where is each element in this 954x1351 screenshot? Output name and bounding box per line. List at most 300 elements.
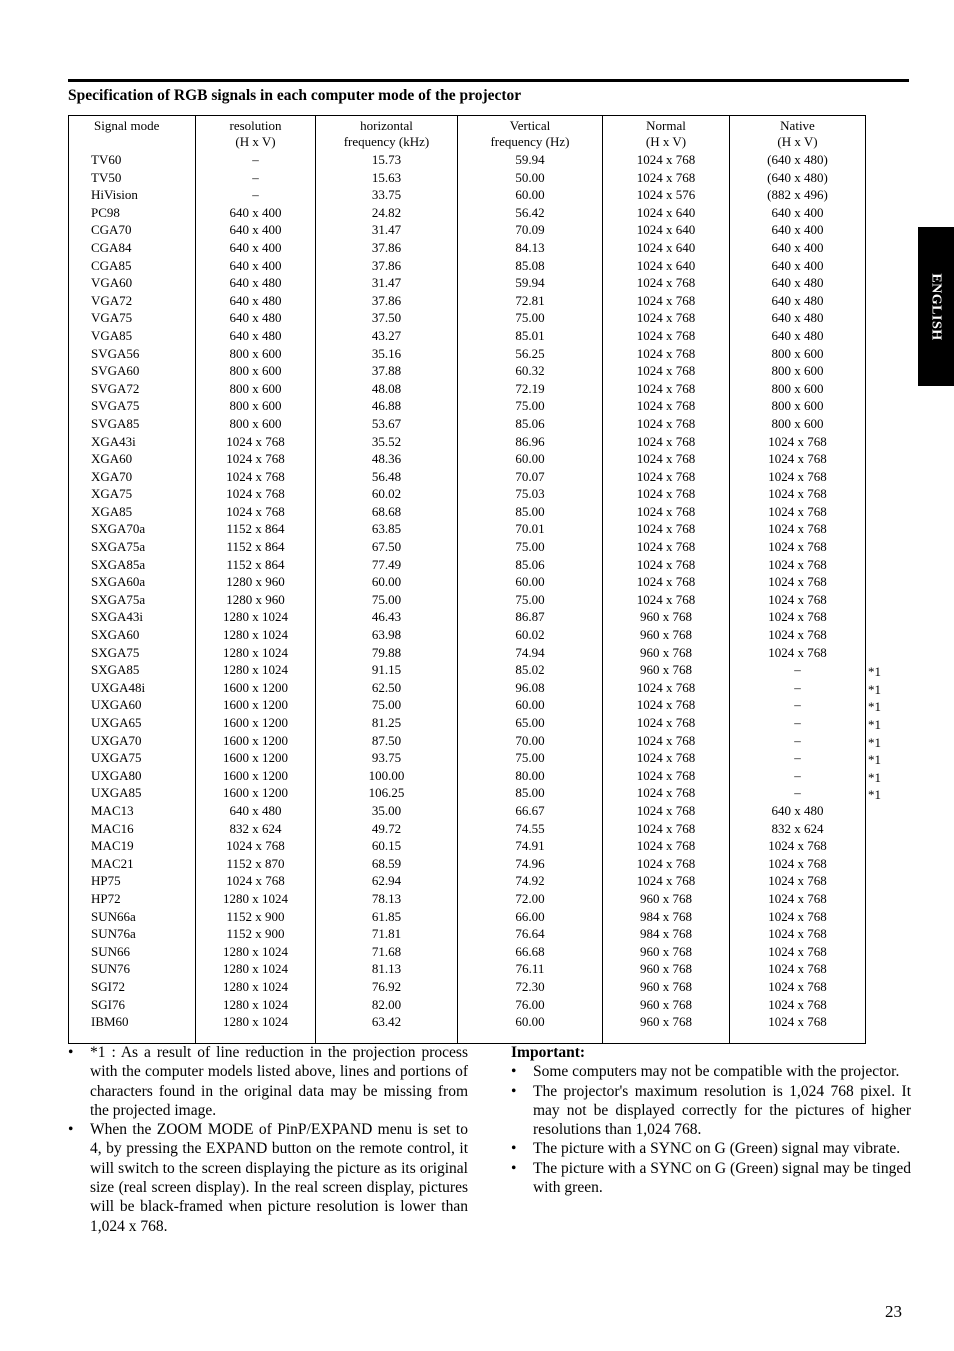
cell-horizontal-frequency: 60.02	[316, 485, 458, 503]
cell-signal-mode: SXGA75a	[69, 538, 196, 556]
cell-vertical-frequency: 56.25	[458, 345, 603, 363]
note-item: • *1 : As a result of line reduction in the projection process with the computer models listed above, lines and portions of characters found in the original data may be missing from the projected image.	[68, 1044, 468, 1119]
table-row	[69, 556, 866, 574]
cell-horizontal-frequency: 37.86	[316, 239, 458, 257]
cell-normal: 960 x 768	[603, 626, 730, 644]
table-row	[69, 221, 866, 239]
cell-resolution: 1600 x 1200	[196, 679, 316, 697]
cell-normal: 1024 x 768	[603, 415, 730, 433]
cell-resolution: 1024 x 768	[196, 485, 316, 503]
cell-vertical-frequency: 70.07	[458, 468, 603, 486]
cell-vertical-frequency: 72.30	[458, 978, 603, 996]
table-row	[69, 608, 866, 626]
rgb-signal-spec-table	[68, 115, 881, 1044]
cell-horizontal-frequency: 37.86	[316, 257, 458, 275]
cell-horizontal-frequency: 31.47	[316, 221, 458, 239]
cell-horizontal-frequency: 63.98	[316, 626, 458, 644]
footnote-mark: *1	[868, 752, 881, 768]
table-row	[69, 925, 866, 943]
table-row	[69, 908, 866, 926]
cell-horizontal-frequency: 61.85	[316, 908, 458, 926]
cell-normal: 1024 x 768	[603, 556, 730, 574]
cell-normal: 960 x 768	[603, 608, 730, 626]
important-column	[511, 1043, 911, 1197]
cell-signal-mode: MAC13	[69, 802, 196, 820]
cell-vertical-frequency: 74.55	[458, 820, 603, 838]
important-list	[511, 1062, 911, 1197]
table-row	[69, 415, 866, 433]
cell-native: 640 x 400	[730, 204, 866, 222]
cell-normal: 1024 x 768	[603, 151, 730, 169]
cell-resolution: 640 x 480	[196, 802, 316, 820]
table-row	[69, 397, 866, 415]
cell-resolution: –	[196, 169, 316, 187]
cell-vertical-frequency: 96.08	[458, 679, 603, 697]
page-number: 23	[885, 1302, 902, 1321]
cell-normal: 1024 x 768	[603, 696, 730, 714]
header-vertical-frequency: Vertical frequency (Hz)	[458, 116, 603, 152]
cell-vertical-frequency: 60.02	[458, 626, 603, 644]
cell-resolution: 1600 x 1200	[196, 784, 316, 802]
cell-normal: 1024 x 768	[603, 503, 730, 521]
cell-normal: 1024 x 768	[603, 749, 730, 767]
cell-native: 1024 x 768	[730, 626, 866, 644]
page-title: Specification of RGB signals in each computer mode of the projector	[68, 87, 522, 104]
cell-native: – *1	[730, 767, 866, 785]
cell-normal: 1024 x 768	[603, 433, 730, 451]
cell-resolution: 800 x 600	[196, 362, 316, 380]
table-row	[69, 784, 866, 802]
cell-normal: 1024 x 768	[603, 380, 730, 398]
cell-native: 800 x 600	[730, 362, 866, 380]
cell-native: 1024 x 768	[730, 520, 866, 538]
cell-horizontal-frequency: 106.25	[316, 784, 458, 802]
cell-normal: 1024 x 768	[603, 732, 730, 750]
cell-resolution: 1600 x 1200	[196, 732, 316, 750]
cell-resolution: 640 x 400	[196, 239, 316, 257]
cell-resolution: 1152 x 864	[196, 520, 316, 538]
table-row	[69, 450, 866, 468]
table-row	[69, 714, 866, 732]
table-row	[69, 820, 866, 838]
cell-horizontal-frequency: 78.13	[316, 890, 458, 908]
cell-native: – *1	[730, 784, 866, 802]
cell-resolution: 1024 x 768	[196, 837, 316, 855]
bullet-glyph: •	[511, 1063, 517, 1081]
table-header-row	[69, 116, 866, 152]
cell-native: 1024 x 768	[730, 433, 866, 451]
cell-resolution: 1280 x 960	[196, 573, 316, 591]
cell-signal-mode: SXGA60a	[69, 573, 196, 591]
cell-horizontal-frequency: 100.00	[316, 767, 458, 785]
cell-native: 1024 x 768	[730, 450, 866, 468]
cell-vertical-frequency: 86.87	[458, 608, 603, 626]
cell-vertical-frequency: 85.01	[458, 327, 603, 345]
cell-native: 1024 x 768	[730, 556, 866, 574]
cell-horizontal-frequency: 93.75	[316, 749, 458, 767]
table-row	[69, 503, 866, 521]
cell-horizontal-frequency: 71.81	[316, 925, 458, 943]
cell-signal-mode: PC98	[69, 204, 196, 222]
cell-vertical-frequency: 60.00	[458, 1013, 603, 1043]
table-row	[69, 890, 866, 908]
cell-signal-mode: HP75	[69, 872, 196, 890]
cell-signal-mode: UXGA75	[69, 749, 196, 767]
table-body	[69, 151, 881, 1043]
cell-vertical-frequency: 85.00	[458, 784, 603, 802]
footnote-mark: *1	[868, 681, 881, 697]
cell-signal-mode: CGA84	[69, 239, 196, 257]
cell-horizontal-frequency: 33.75	[316, 186, 458, 204]
cell-native: 800 x 600	[730, 415, 866, 433]
cell-vertical-frequency: 66.67	[458, 802, 603, 820]
cell-horizontal-frequency: 46.88	[316, 397, 458, 415]
cell-normal: 1024 x 768	[603, 345, 730, 363]
header-resolution: resolution (H x V)	[196, 116, 316, 152]
cell-resolution: 1280 x 1024	[196, 626, 316, 644]
table-row	[69, 996, 866, 1014]
cell-resolution: 800 x 600	[196, 345, 316, 363]
cell-horizontal-frequency: 49.72	[316, 820, 458, 838]
cell-signal-mode: CGA85	[69, 257, 196, 275]
cell-horizontal-frequency: 76.92	[316, 978, 458, 996]
cell-signal-mode: UXGA48i	[69, 679, 196, 697]
table-row	[69, 468, 866, 486]
table-row	[69, 309, 866, 327]
cell-vertical-frequency: 80.00	[458, 767, 603, 785]
cell-native: 1024 x 768	[730, 908, 866, 926]
cell-normal: 1024 x 768	[603, 679, 730, 697]
cell-native: 1024 x 768	[730, 855, 866, 873]
table-row	[69, 591, 866, 609]
cell-vertical-frequency: 70.01	[458, 520, 603, 538]
important-item: • Some computers may not be compatible with the projector.	[511, 1063, 900, 1081]
cell-native: – *1	[730, 749, 866, 767]
cell-signal-mode: XGA43i	[69, 433, 196, 451]
cell-normal: 1024 x 768	[603, 784, 730, 802]
cell-horizontal-frequency: 35.16	[316, 345, 458, 363]
cell-normal: 1024 x 768	[603, 485, 730, 503]
cell-resolution: 640 x 400	[196, 204, 316, 222]
cell-signal-mode: VGA60	[69, 274, 196, 292]
cell-vertical-frequency: 75.00	[458, 591, 603, 609]
cell-horizontal-frequency: 37.88	[316, 362, 458, 380]
cell-signal-mode: SVGA56	[69, 345, 196, 363]
footnote-mark: *1	[868, 769, 881, 785]
cell-horizontal-frequency: 63.85	[316, 520, 458, 538]
table-row	[69, 520, 866, 538]
cell-signal-mode: SUN66	[69, 943, 196, 961]
cell-vertical-frequency: 70.00	[458, 732, 603, 750]
cell-native: (882 x 496)	[730, 186, 866, 204]
cell-horizontal-frequency: 48.36	[316, 450, 458, 468]
cell-resolution: 640 x 480	[196, 292, 316, 310]
cell-vertical-frequency: 84.13	[458, 239, 603, 257]
cell-native: 640 x 480	[730, 327, 866, 345]
cell-signal-mode: XGA70	[69, 468, 196, 486]
table-row	[69, 345, 866, 363]
notes-column	[68, 1043, 468, 1236]
table-row	[69, 573, 866, 591]
cell-resolution: –	[196, 186, 316, 204]
cell-horizontal-frequency: 35.00	[316, 802, 458, 820]
cell-native: 1024 x 768	[730, 925, 866, 943]
table-row	[69, 943, 866, 961]
table-row	[69, 679, 866, 697]
cell-horizontal-frequency: 53.67	[316, 415, 458, 433]
cell-resolution: 1280 x 1024	[196, 890, 316, 908]
cell-resolution: 1600 x 1200	[196, 767, 316, 785]
cell-signal-mode: TV50	[69, 169, 196, 187]
cell-normal: 1024 x 768	[603, 855, 730, 873]
cell-native: 1024 x 768	[730, 644, 866, 662]
cell-normal: 960 x 768	[603, 943, 730, 961]
cell-resolution: 1280 x 960	[196, 591, 316, 609]
cell-horizontal-frequency: 31.47	[316, 274, 458, 292]
cell-native: 832 x 624	[730, 820, 866, 838]
cell-vertical-frequency: 60.00	[458, 450, 603, 468]
cell-normal: 960 x 768	[603, 978, 730, 996]
cell-signal-mode: UXGA70	[69, 732, 196, 750]
cell-resolution: 1280 x 1024	[196, 1013, 316, 1043]
cell-native: – *1	[730, 714, 866, 732]
cell-horizontal-frequency: 71.68	[316, 943, 458, 961]
cell-native: 1024 x 768	[730, 573, 866, 591]
cell-native: 640 x 400	[730, 257, 866, 275]
cell-horizontal-frequency: 46.43	[316, 608, 458, 626]
cell-resolution: –	[196, 151, 316, 169]
cell-horizontal-frequency: 82.00	[316, 996, 458, 1014]
table-row	[69, 362, 866, 380]
note-item: • When the ZOOM MODE of PinP/EXPAND menu is set to 4, by pressing the EXPAND button on the remote control, it will switch to the screen displaying the picture as its original size (real screen display). In the real screen display, pictures will be black-framed when picture resolution is lower than 1,024 x 768.	[68, 1121, 468, 1235]
cell-vertical-frequency: 76.11	[458, 960, 603, 978]
cell-normal: 1024 x 768	[603, 820, 730, 838]
cell-vertical-frequency: 86.96	[458, 433, 603, 451]
cell-normal: 1024 x 768	[603, 397, 730, 415]
top-rule	[68, 79, 909, 82]
cell-signal-mode: SUN76	[69, 960, 196, 978]
cell-normal: 1024 x 768	[603, 468, 730, 486]
cell-normal: 1024 x 768	[603, 450, 730, 468]
table-row	[69, 380, 866, 398]
cell-signal-mode: HP72	[69, 890, 196, 908]
cell-normal: 1024 x 768	[603, 767, 730, 785]
cell-vertical-frequency: 59.94	[458, 274, 603, 292]
cell-vertical-frequency: 85.06	[458, 415, 603, 433]
cell-signal-mode: VGA85	[69, 327, 196, 345]
cell-vertical-frequency: 50.00	[458, 169, 603, 187]
important-heading: Important:	[511, 1044, 586, 1061]
cell-native: 640 x 480	[730, 802, 866, 820]
cell-horizontal-frequency: 67.50	[316, 538, 458, 556]
cell-native: 1024 x 768	[730, 943, 866, 961]
cell-resolution: 1280 x 1024	[196, 943, 316, 961]
cell-normal: 1024 x 640	[603, 221, 730, 239]
header-native: Native (H x V)	[730, 116, 866, 152]
cell-horizontal-frequency: 37.86	[316, 292, 458, 310]
table-row	[69, 239, 866, 257]
cell-native: – *1	[730, 732, 866, 750]
cell-resolution: 1024 x 768	[196, 872, 316, 890]
cell-horizontal-frequency: 79.88	[316, 644, 458, 662]
cell-native: 640 x 400	[730, 221, 866, 239]
header-horizontal-frequency: horizontal frequency (kHz)	[316, 116, 458, 152]
cell-vertical-frequency: 56.42	[458, 204, 603, 222]
cell-signal-mode: SVGA60	[69, 362, 196, 380]
bullet-glyph: •	[511, 1140, 517, 1158]
cell-normal: 1024 x 768	[603, 591, 730, 609]
cell-signal-mode: XGA85	[69, 503, 196, 521]
cell-normal: 1024 x 768	[603, 837, 730, 855]
table-row	[69, 837, 866, 855]
cell-signal-mode: TV60	[69, 151, 196, 169]
cell-signal-mode: SXGA75	[69, 644, 196, 662]
cell-resolution: 640 x 480	[196, 327, 316, 345]
cell-normal: 1024 x 768	[603, 274, 730, 292]
cell-native: 1024 x 768	[730, 591, 866, 609]
cell-vertical-frequency: 65.00	[458, 714, 603, 732]
cell-horizontal-frequency: 91.15	[316, 661, 458, 679]
cell-normal: 984 x 768	[603, 908, 730, 926]
table-row	[69, 802, 866, 820]
table-row	[69, 749, 866, 767]
cell-resolution: 1280 x 1024	[196, 661, 316, 679]
table-row	[69, 257, 866, 275]
cell-normal: 1024 x 576	[603, 186, 730, 204]
cell-horizontal-frequency: 43.27	[316, 327, 458, 345]
cell-signal-mode: SXGA43i	[69, 608, 196, 626]
cell-horizontal-frequency: 62.94	[316, 872, 458, 890]
cell-vertical-frequency: 85.08	[458, 257, 603, 275]
cell-native: 1024 x 768	[730, 872, 866, 890]
bullet-glyph: •	[511, 1159, 517, 1177]
cell-horizontal-frequency: 68.59	[316, 855, 458, 873]
table-row	[69, 1013, 866, 1043]
header-normal: Normal (H x V)	[603, 116, 730, 152]
table-row	[69, 978, 866, 996]
cell-signal-mode: SXGA60	[69, 626, 196, 644]
cell-vertical-frequency: 72.00	[458, 890, 603, 908]
cell-vertical-frequency: 75.03	[458, 485, 603, 503]
cell-vertical-frequency: 60.00	[458, 573, 603, 591]
cell-vertical-frequency: 74.94	[458, 644, 603, 662]
cell-vertical-frequency: 70.09	[458, 221, 603, 239]
cell-native: 1024 x 768	[730, 890, 866, 908]
cell-signal-mode: VGA72	[69, 292, 196, 310]
cell-horizontal-frequency: 35.52	[316, 433, 458, 451]
cell-resolution: 1280 x 1024	[196, 608, 316, 626]
table-row	[69, 960, 866, 978]
cell-horizontal-frequency: 60.15	[316, 837, 458, 855]
cell-signal-mode: SUN76a	[69, 925, 196, 943]
bullet-glyph: •	[511, 1082, 517, 1100]
cell-native: 1024 x 768	[730, 837, 866, 855]
cell-horizontal-frequency: 63.42	[316, 1013, 458, 1043]
cell-horizontal-frequency: 48.08	[316, 380, 458, 398]
cell-native: 640 x 480	[730, 292, 866, 310]
table-row	[69, 696, 866, 714]
cell-native: 1024 x 768	[730, 978, 866, 996]
cell-normal: 960 x 768	[603, 1013, 730, 1043]
cell-horizontal-frequency: 87.50	[316, 732, 458, 750]
cell-resolution: 1152 x 870	[196, 855, 316, 873]
cell-resolution: 640 x 400	[196, 221, 316, 239]
cell-resolution: 800 x 600	[196, 380, 316, 398]
cell-normal: 1024 x 768	[603, 362, 730, 380]
cell-normal: 1024 x 768	[603, 327, 730, 345]
cell-horizontal-frequency: 77.49	[316, 556, 458, 574]
cell-normal: 1024 x 640	[603, 204, 730, 222]
cell-signal-mode: XGA75	[69, 485, 196, 503]
table-row	[69, 433, 866, 451]
footnote-mark: *1	[868, 664, 881, 680]
cell-horizontal-frequency: 81.25	[316, 714, 458, 732]
table-row	[69, 292, 866, 310]
cell-horizontal-frequency: 75.00	[316, 696, 458, 714]
cell-vertical-frequency: 76.64	[458, 925, 603, 943]
language-side-tab	[918, 227, 954, 386]
cell-native: – *1	[730, 661, 866, 679]
cell-horizontal-frequency: 15.73	[316, 151, 458, 169]
bullet-glyph: •	[68, 1044, 74, 1061]
cell-native: 1024 x 768	[730, 1013, 866, 1043]
cell-native: (640 x 480)	[730, 151, 866, 169]
cell-signal-mode: CGA70	[69, 221, 196, 239]
cell-vertical-frequency: 74.92	[458, 872, 603, 890]
cell-native: 1024 x 768	[730, 960, 866, 978]
cell-resolution: 800 x 600	[196, 397, 316, 415]
cell-native: 1024 x 768	[730, 468, 866, 486]
cell-signal-mode: UXGA80	[69, 767, 196, 785]
cell-signal-mode: SXGA75a	[69, 591, 196, 609]
cell-vertical-frequency: 66.68	[458, 943, 603, 961]
header-signal-mode: Signal mode	[69, 116, 196, 152]
cell-signal-mode: SXGA85a	[69, 556, 196, 574]
cell-signal-mode: MAC16	[69, 820, 196, 838]
cell-native: 640 x 480	[730, 274, 866, 292]
cell-normal: 1024 x 768	[603, 169, 730, 187]
cell-native: 800 x 600	[730, 345, 866, 363]
cell-vertical-frequency: 75.00	[458, 397, 603, 415]
cell-vertical-frequency: 60.00	[458, 186, 603, 204]
cell-native: 800 x 600	[730, 397, 866, 415]
cell-signal-mode: SVGA85	[69, 415, 196, 433]
cell-horizontal-frequency: 60.00	[316, 573, 458, 591]
cell-normal: 960 x 768	[603, 996, 730, 1014]
table-row	[69, 626, 866, 644]
cell-normal: 1024 x 768	[603, 538, 730, 556]
cell-signal-mode: UXGA60	[69, 696, 196, 714]
table-row	[69, 855, 866, 873]
cell-vertical-frequency: 75.00	[458, 538, 603, 556]
cell-resolution: 1600 x 1200	[196, 696, 316, 714]
cell-resolution: 640 x 480	[196, 274, 316, 292]
cell-resolution: 1280 x 1024	[196, 644, 316, 662]
cell-normal: 1024 x 768	[603, 802, 730, 820]
cell-signal-mode: MAC19	[69, 837, 196, 855]
cell-horizontal-frequency: 56.48	[316, 468, 458, 486]
cell-resolution: 832 x 624	[196, 820, 316, 838]
cell-signal-mode: SXGA85	[69, 661, 196, 679]
cell-normal: 1024 x 640	[603, 239, 730, 257]
cell-signal-mode: SGI72	[69, 978, 196, 996]
cell-signal-mode: UXGA85	[69, 784, 196, 802]
table-row	[69, 327, 866, 345]
cell-resolution: 1600 x 1200	[196, 749, 316, 767]
cell-resolution: 1600 x 1200	[196, 714, 316, 732]
cell-resolution: 1024 x 768	[196, 468, 316, 486]
cell-native: 1024 x 768	[730, 996, 866, 1014]
